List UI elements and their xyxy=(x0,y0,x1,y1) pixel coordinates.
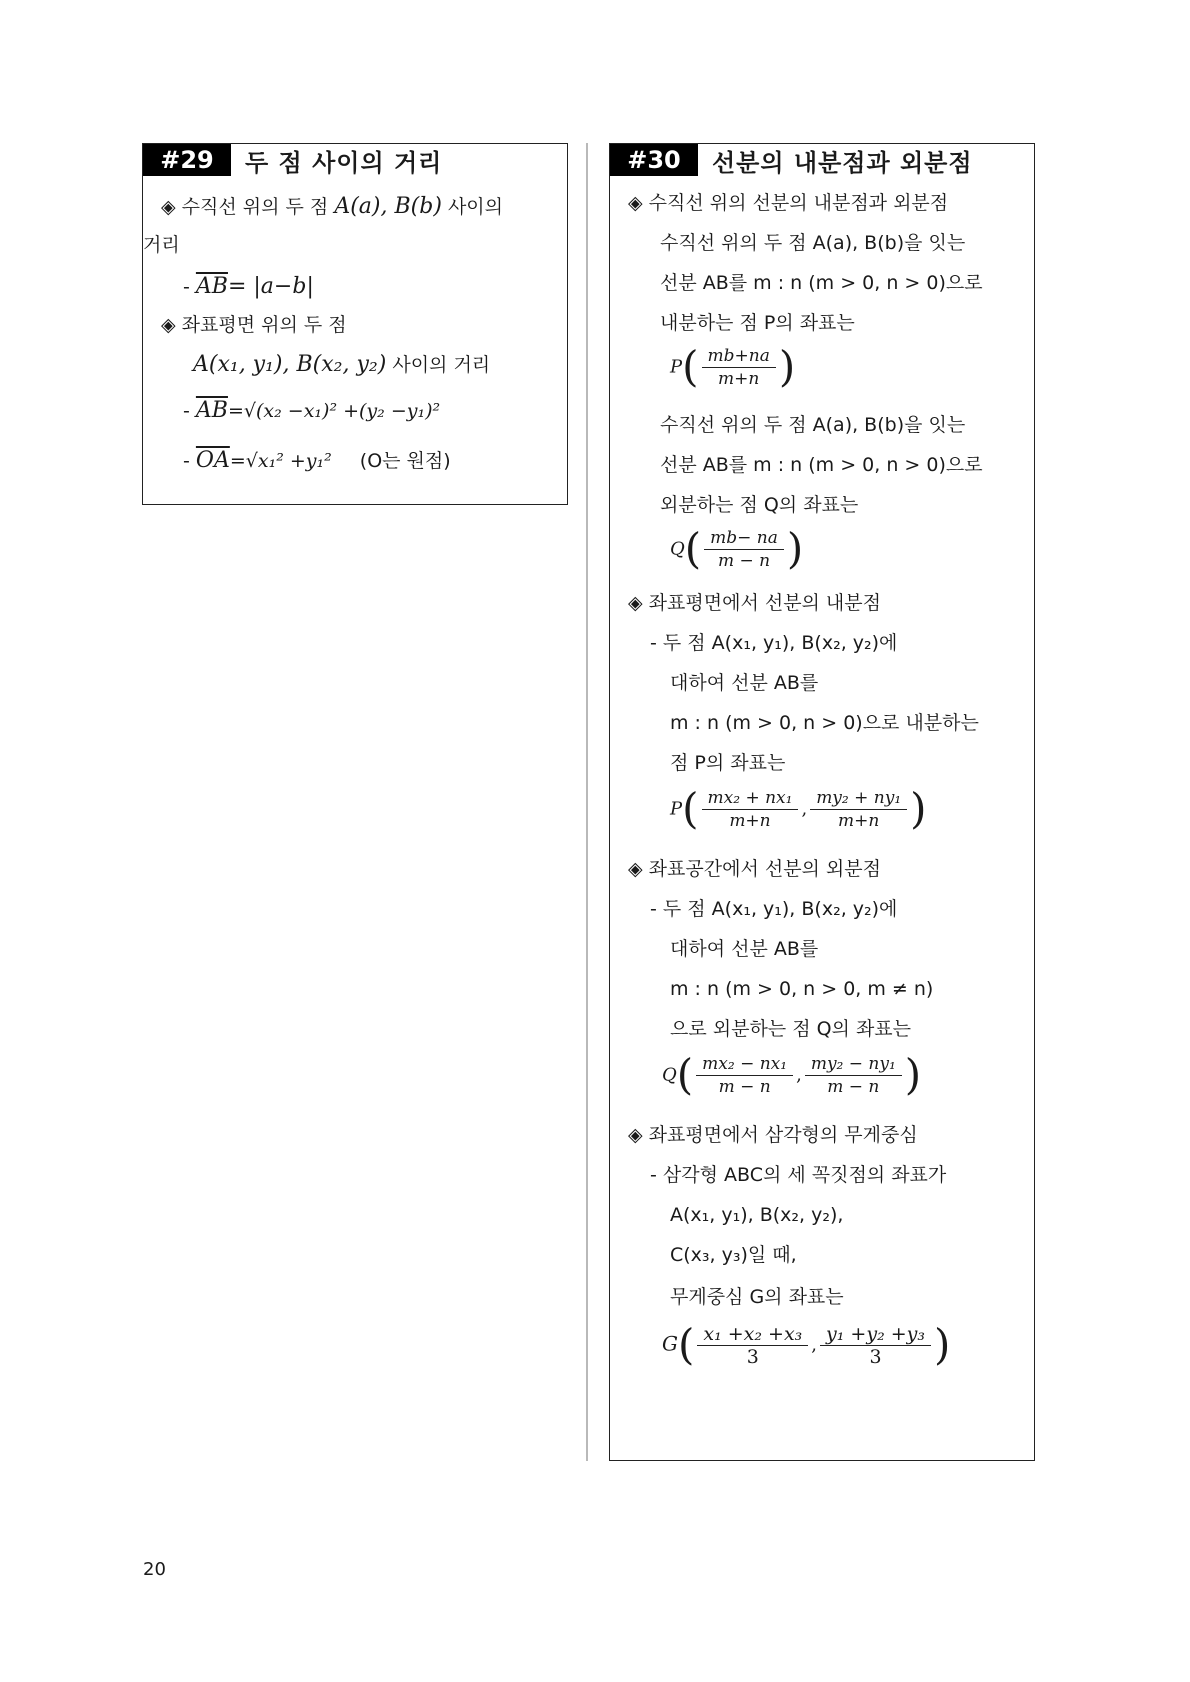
section-30-title: 선분의 내분점과 외분점 xyxy=(712,148,973,177)
s30-b3-line3: m : n (m > 0, n > 0, m ≠ n) xyxy=(670,978,934,1000)
s30-b1-line2: 선분 AB를 m : n (m > 0, n > 0)으로 xyxy=(660,272,983,294)
s30-b2-line3: m : n (m > 0, n > 0)으로 내분하는 xyxy=(670,712,979,734)
s30-b2-formula: P( $\frac{\text{mx₂ + nx₁}}{m+n}$ , $\frac{\text{my₂ + ny₁}}{m+n}$ ) xyxy=(670,784,927,833)
fraction: $\frac{mb- na}{m - n}$ xyxy=(704,527,784,572)
s30-b3-line1: - 두 점 A(x₁, y₁), B(x₂, y₂)에 xyxy=(650,898,898,920)
section-29-box xyxy=(142,143,568,505)
s29-item1-wrap: 거리 xyxy=(143,234,180,256)
s30-b1-line4: 수직선 위의 두 점 A(a), B(b)을 잇는 xyxy=(660,414,966,436)
s30-b4-formula: G( $\frac{\text{x₁ +x₂ +x₃}}{3}$ , $\frac{\text{y₁ +y₂ +y₃}}{3}$ ) xyxy=(662,1320,951,1369)
diamond-bullet-icon: ◈ xyxy=(161,196,176,218)
fraction: $\frac{\text{x₁ +x₂ +x₃}}{3}$ xyxy=(697,1323,808,1368)
diamond-bullet-icon: ◈ xyxy=(628,192,643,214)
s30-b2-line2: 대하여 선분 AB를 xyxy=(670,672,819,694)
s30-b1-line3: 내분하는 점 P의 좌표는 xyxy=(660,312,855,334)
s29-item2-points: A(x₁, y₁), B(x₂, y₂) 사이의 거리 xyxy=(193,352,491,377)
s30-b1-formula-q: Q( $\frac{mb- na}{m - n}$ ) xyxy=(670,524,804,573)
fraction: $\frac{\text{mx₂ + nx₁}}{m+n}$ xyxy=(702,787,799,832)
s30-b3-line4: 으로 외분하는 점 Q의 좌표는 xyxy=(670,1018,912,1040)
s30-b1-formula-p: P( $\frac{mb+na}{m+n}$ ) xyxy=(670,342,796,391)
fraction: $\frac{\text{mx₂ − nx₁}}{m - n}$ xyxy=(696,1053,793,1098)
s29-dist1: - $\overline{AB}= |a-b|$ xyxy=(183,274,314,299)
s29-item2: ◈ 좌표평면 위의 두 점 xyxy=(161,314,347,336)
fraction: $\frac{\text{my₂ − ny₁}}{m - n}$ xyxy=(805,1053,902,1098)
s29-dist2: - $\overline{AB}=√(x_2 -x_1)^2 +(y_2 -y_1)^2$ xyxy=(183,398,441,423)
section-30-header xyxy=(610,144,973,176)
s30-b4-line4: 무게중심 G의 좌표는 xyxy=(670,1286,844,1308)
s30-block4-title: ◈ 좌표평면에서 삼각형의 무게중심 xyxy=(628,1124,918,1146)
section-29-title: 두 점 사이의 거리 xyxy=(245,148,443,177)
s30-b1-line1: 수직선 위의 두 점 A(a), B(b)을 잇는 xyxy=(660,232,966,254)
s30-b1-line5: 선분 AB를 m : n (m > 0, n > 0)으로 xyxy=(660,454,983,476)
fraction: $\frac{mb+na}{m+n}$ xyxy=(702,345,776,390)
s30-b4-line2: A(x₁, y₁), B(x₂, y₂), xyxy=(670,1204,844,1226)
section-30-box xyxy=(609,143,1035,1461)
s30-b2-line4: 점 P의 좌표는 xyxy=(670,752,786,774)
s30-b1-line6: 외분하는 점 Q의 좌표는 xyxy=(660,494,859,516)
s30-block2-title: ◈ 좌표평면에서 선분의 내분점 xyxy=(628,592,881,614)
diamond-bullet-icon: ◈ xyxy=(161,314,176,336)
s29-dist3: - $\overline{OA}=√x_1^2 +y_1^2$ (O는 원점) xyxy=(183,448,451,473)
s30-block3-title: ◈ 좌표공간에서 선분의 외분점 xyxy=(628,858,881,880)
s30-b2-line1: - 두 점 A(x₁, y₁), B(x₂, y₂)에 xyxy=(650,632,898,654)
s30-block1-title: ◈ 수직선 위의 선분의 내분점과 외분점 xyxy=(628,192,949,214)
section-29-number: #29 xyxy=(143,144,231,176)
section-30-number: #30 xyxy=(610,144,698,176)
diamond-bullet-icon: ◈ xyxy=(628,858,643,880)
fraction: $\frac{\text{my₂ + ny₁}}{m+n}$ xyxy=(810,787,907,832)
fraction: $\frac{\text{y₁ +y₂ +y₃}}{3}$ xyxy=(820,1323,931,1368)
s30-b3-line2: 대하여 선분 AB를 xyxy=(670,938,819,960)
section-29-header xyxy=(143,144,442,176)
diamond-bullet-icon: ◈ xyxy=(628,1124,643,1146)
page-number: 20 xyxy=(143,1559,166,1580)
diamond-bullet-icon: ◈ xyxy=(628,592,643,614)
s30-b4-line3: C(x₃, y₃)일 때, xyxy=(670,1244,797,1266)
s30-b3-formula: Q( $\frac{\text{mx₂ − nx₁}}{m - n}$ , $\frac{\text{my₂ − ny₁}}{m - n}$ ) xyxy=(662,1050,922,1099)
column-divider xyxy=(586,143,588,1461)
s30-b4-line1: - 삼각형 ABC의 세 꼭짓점의 좌표가 xyxy=(650,1164,947,1186)
s29-item1: ◈ 수직선 위의 두 점 A(a), B(b) 사이의 xyxy=(161,194,504,219)
